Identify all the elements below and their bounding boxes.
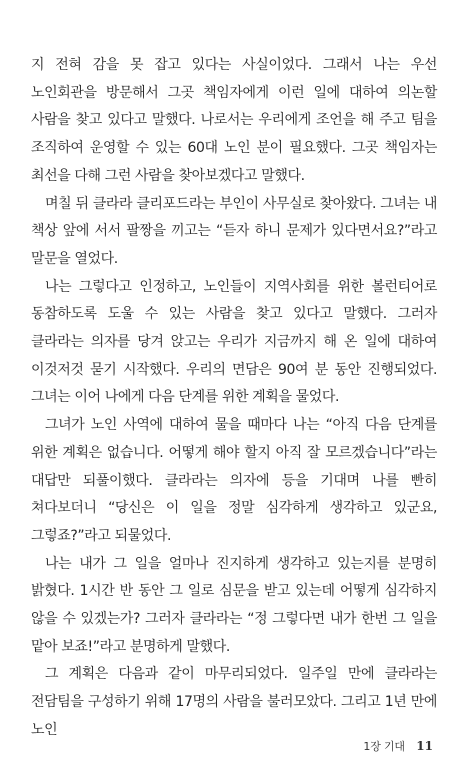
- body-text: [31, 52, 437, 745]
- page-footer: [363, 738, 433, 754]
- paragraph: 그 계획은 다음과 같이 마무리되었다. 일주일 만에 클라라는 전담팀을 구성하기 위해 17명의 사람을 불러모았다. 그리고 1년 만에 노인: [31, 666, 437, 738]
- chapter-title: 1장 기대: [363, 740, 405, 753]
- paragraph: 나는 내가 그 일을 얼마나 진지하게 생각하고 있는지를 분명히 밝혔다. 1시간 반 동안 그 일로 심문을 받고 있는데 어떻게 심각하지 않을 수 있겠는가? 그러자 클라라는 “정 그렇다면 내가 한번 그 일을 맡아 보죠!”라고 분명하게 말했다.: [31, 555, 437, 655]
- paragraph: 지 전혀 감을 못 잡고 있다는 사실이었다. 그래서 나는 우선 노인회관을 방문해서 그곳 책임자에게 이런 일에 대하여 의논할 사람을 찾고 있다고 말했다. 나로서는 우리에게 조언을 해 주고 팀을 조직하여 운영할 수 있는 60대 노인 분이 필요했다. 그곳 책임자는 최선을 다해 그런 사람을 찾아보겠다고 말했다.: [31, 57, 437, 184]
- paragraph: 나는 그렇다고 인정하고, 노인들이 지역사회를 위한 볼런티어로 동참하도록 도울 수 있는 사람을 찾고 있다고 말했다. 그러자 클라라는 의자를 당겨 앉고는 우리가 지금까지 해 온 일에 대하여 이것저것 묻기 시작했다. 우리의 면담은 90여 분 동안 진행되었다. 그녀는 이어 나에게 다음 단계를 위한 계획을 물었다.: [31, 278, 437, 406]
- page-number: 11: [416, 739, 433, 753]
- paragraph: 며칠 뒤 클라라 클리포드라는 부인이 사무실로 찾아왔다. 그녀는 내 책상 앞에 서서 팔짱을 끼고는 “듣자 하니 문제가 있다면서요?”라고 말문을 열었다.: [31, 195, 437, 267]
- paragraph: 그녀가 노인 사역에 대하여 물을 때마다 나는 “아직 다음 단계를 위한 계획은 없습니다. 어떻게 해야 할지 아직 잘 모르겠습니다”라는 대답만 되풀이했다. 클라라는 의자에 등을 기대며 나를 빤히 쳐다보더니 “당신은 이 일을 정말 심각하게 생각하고 있군요, 그렇죠?”라고 되물었다.: [31, 417, 437, 544]
